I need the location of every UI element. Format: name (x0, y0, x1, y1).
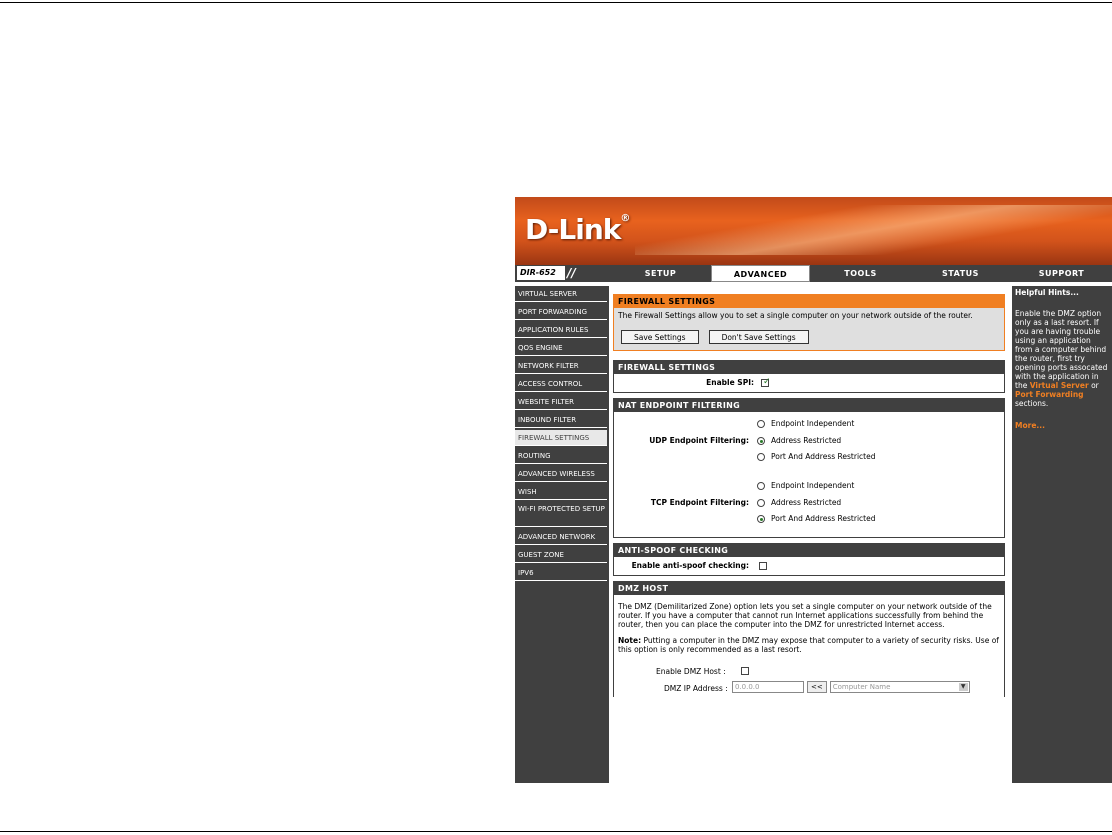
firewall-settings-title: FIREWALL SETTINGS (614, 361, 1004, 374)
radio-button[interactable] (757, 420, 765, 428)
sidebar-item-inbound-filter[interactable]: INBOUND FILTER (515, 412, 607, 428)
sidebar-item-virtual-server[interactable]: VIRTUAL SERVER (515, 286, 607, 302)
firewall-settings-section (613, 360, 1005, 393)
anti-spoof-section (613, 543, 1005, 576)
sidebar-item-application-rules[interactable]: APPLICATION RULES (515, 322, 607, 338)
anti-spoof-label: Enable anti-spoof checking: (631, 561, 749, 570)
save-settings-button[interactable]: Save Settings (621, 330, 699, 344)
top-rule (0, 2, 1112, 3)
dmz-ip-label: DMZ IP Address : (664, 684, 728, 693)
anti-spoof-title: ANTI-SPOOF CHECKING (614, 544, 1004, 557)
dmz-controls (614, 657, 1004, 697)
sidebar-item-guest-zone[interactable]: GUEST ZONE (515, 547, 607, 563)
sidebar-item-wish[interactable]: WISH (515, 484, 607, 500)
nat-body (614, 412, 1004, 537)
tab-status[interactable]: STATUS (911, 265, 1010, 282)
model-label: DIR-652 (517, 266, 565, 280)
sidebar-item-wifi-protected-setup[interactable]: WI-FI PROTECTED SETUP (515, 502, 607, 527)
radio-button[interactable] (757, 437, 765, 445)
udp-option-endpoint-independent[interactable]: Endpoint Independent (757, 419, 854, 429)
model-separator: // (567, 266, 576, 280)
udp-label: UDP Endpoint Filtering: (649, 436, 749, 445)
dmz-host-section (613, 581, 1005, 697)
spi-row (614, 374, 1004, 392)
spi-label: Enable SPI: (706, 378, 754, 387)
more-link[interactable]: More... (1015, 421, 1045, 430)
main-content (613, 294, 1005, 702)
virtual-server-link[interactable]: Virtual Server (1029, 381, 1089, 390)
firewall-intro-section (613, 294, 1005, 351)
tab-tools[interactable]: TOOLS (811, 265, 910, 282)
anti-spoof-checkbox[interactable] (759, 562, 767, 570)
spi-checkbox[interactable] (761, 379, 769, 387)
top-nav (515, 265, 1112, 282)
tab-setup[interactable]: SETUP (611, 265, 710, 282)
header-banner (515, 197, 1112, 265)
enable-dmz-checkbox[interactable] (741, 667, 749, 675)
tcp-option-address-restricted[interactable]: Address Restricted (757, 498, 841, 508)
udp-option-port-address-restricted[interactable]: Port And Address Restricted (757, 452, 875, 462)
sidebar-item-firewall-settings[interactable]: FIREWALL SETTINGS (515, 430, 607, 446)
enable-dmz-label: Enable DMZ Host : (656, 667, 726, 676)
radio-button[interactable] (757, 499, 765, 507)
sidebar-item-network-filter[interactable]: NETWORK FILTER (515, 358, 607, 374)
copy-computer-button[interactable]: << (807, 681, 827, 693)
computer-name-select[interactable]: Computer Name ▼ (830, 681, 970, 693)
sidebar-item-access-control[interactable]: ACCESS CONTROL (515, 376, 607, 392)
helpful-hints-panel (1012, 286, 1112, 783)
radio-button[interactable] (757, 453, 765, 461)
tab-advanced[interactable]: ADVANCED (711, 265, 810, 282)
anti-spoof-row (614, 557, 1004, 575)
tcp-option-endpoint-independent[interactable]: Endpoint Independent (757, 481, 854, 491)
sidebar-item-website-filter[interactable]: WEBSITE FILTER (515, 394, 607, 410)
dmz-ip-input[interactable]: 0.0.0.0 (732, 681, 804, 693)
sidebar-item-port-forwarding[interactable]: PORT FORWARDING (515, 304, 607, 320)
dont-save-settings-button[interactable]: Don't Save Settings (709, 330, 809, 344)
nat-endpoint-section (613, 398, 1005, 538)
bottom-rule (0, 831, 1112, 832)
sidebar-item-routing[interactable]: ROUTING (515, 448, 607, 464)
banner-swoosh (635, 205, 1112, 255)
sidebar-item-ipv6[interactable]: IPV6 (515, 565, 607, 581)
check-mark-icon: ✓ (763, 377, 771, 387)
firewall-intro-title: FIREWALL SETTINGS (614, 295, 1004, 308)
port-forwarding-link[interactable]: Port Forwarding (1015, 390, 1084, 399)
dmz-title: DMZ HOST (614, 582, 1004, 595)
radio-button[interactable] (757, 482, 765, 490)
firewall-intro-text: The Firewall Settings allow you to set a single computer on your network outside of the router. (618, 311, 973, 320)
udp-option-address-restricted[interactable]: Address Restricted (757, 436, 841, 446)
dmz-note: Note: Putting a computer in the DMZ may expose that computer to a variety of security risks. Use of this option is only recommended as a last resort. (618, 636, 999, 654)
dlink-logo: D-Link® (525, 213, 630, 246)
tab-support[interactable]: SUPPORT (1011, 265, 1112, 282)
sidebar-item-advanced-wireless[interactable]: ADVANCED WIRELESS (515, 466, 607, 482)
nat-title: NAT ENDPOINT FILTERING (614, 399, 1004, 412)
hints-title: Helpful Hints... (1015, 288, 1079, 297)
sidebar-item-qos-engine[interactable]: QOS ENGINE (515, 340, 607, 356)
dmz-description: The DMZ (Demilitarized Zone) option lets you set a single computer on your network outside of the router. If you have a computer that cannot run Internet applications successfully from behind the router, then you can place the computer into the DMZ for unrestricted Internet access. (618, 602, 992, 629)
radio-button[interactable] (757, 515, 765, 523)
sidebar (515, 286, 609, 783)
tcp-option-port-address-restricted[interactable]: Port And Address Restricted (757, 514, 875, 524)
router-admin-screenshot (515, 197, 1112, 783)
hints-text: Enable the DMZ option only as a last resort. If you are having trouble using an application from a computer behind the router, first try opening ports assocated with the application in the Virtual Server or Port Forwarding sections. (1015, 309, 1108, 408)
sidebar-item-advanced-network[interactable]: ADVANCED NETWORK (515, 529, 607, 545)
button-row (614, 323, 1004, 350)
dmz-ip-row (732, 681, 970, 693)
chevron-down-icon: ▼ (959, 683, 968, 691)
tcp-label: TCP Endpoint Filtering: (650, 498, 749, 507)
